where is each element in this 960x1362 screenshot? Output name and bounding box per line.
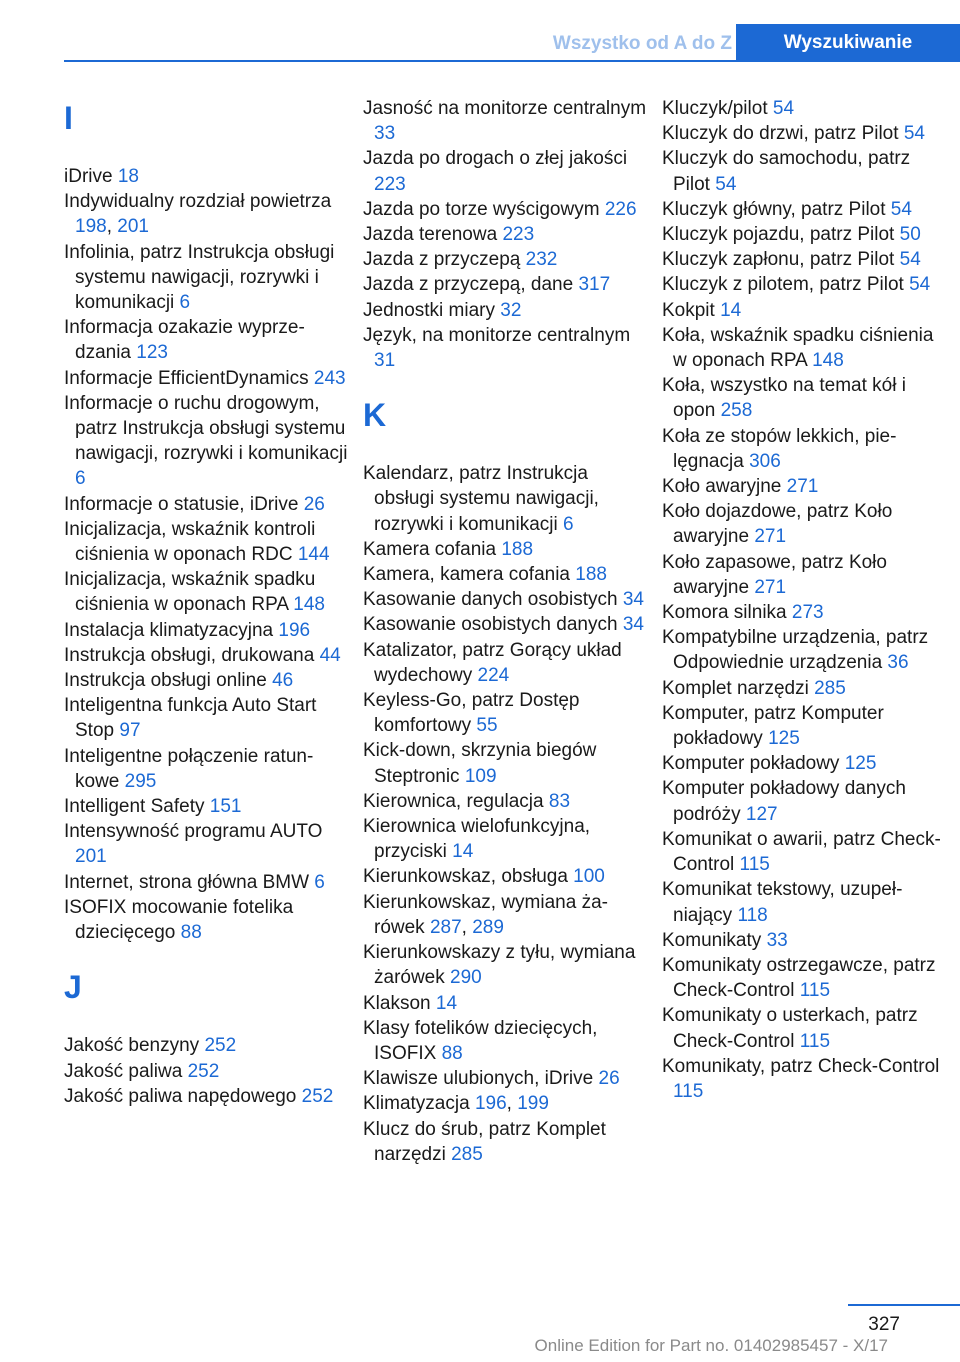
index-column-3 — [662, 96, 948, 1104]
entry-term: Inicjalizacja, wskaźnik spadku ciśnienia w oponach RPA — [64, 569, 316, 616]
page-ref-link[interactable]: 88 — [180, 922, 202, 944]
index-entry — [363, 461, 649, 537]
index-entry — [363, 789, 649, 814]
index-column-1 — [64, 96, 350, 1109]
entry-term: Komunikaty o usterkach, patrz Check-Control — [662, 1005, 918, 1052]
index-entry — [662, 1003, 948, 1053]
index-entry — [64, 492, 350, 517]
index-entry — [363, 298, 649, 323]
index-entry — [662, 676, 948, 701]
page-ref-link[interactable]: 317 — [578, 274, 611, 296]
entry-term: Katalizator, patrz Gorący układ wydechowy — [363, 639, 622, 686]
entry-term: Jednostki miary — [363, 299, 495, 321]
index-entry: Indywidualny rozdział powietrza 198, 201 — [64, 191, 332, 238]
index-letter-heading: J — [64, 969, 82, 1006]
entry-term: Infolinia, patrz Instrukcja obsługi systemu nawigacji, rozrywki i komunikacji — [64, 241, 335, 314]
index-entry — [662, 323, 948, 373]
index-entry — [363, 96, 649, 146]
entry-term: Klakson — [363, 992, 431, 1014]
page-ref-link[interactable]: 26 — [303, 493, 325, 515]
index-entry — [363, 537, 649, 562]
index-entry — [662, 701, 948, 751]
entry-term: Koło awaryjne — [662, 476, 782, 498]
entry-term: Klimatyzacja — [363, 1093, 470, 1115]
index-entry — [662, 272, 948, 297]
entry-term: Instrukcja obsługi online — [64, 670, 267, 692]
page-ref-link[interactable]: 127 — [745, 803, 778, 825]
page-ref-link[interactable]: 125 — [768, 728, 800, 750]
entry-term: Keyless-Go, patrz Dostęp komfortowy — [363, 690, 580, 737]
entry-term: Komora silnika — [662, 602, 787, 624]
entry-term: Komputer, patrz Komputer pokładowy — [662, 702, 884, 750]
page-ref-link[interactable]: 252 — [301, 1085, 334, 1107]
index-entry — [662, 222, 948, 247]
page-ref-link[interactable]: 289 — [472, 916, 504, 938]
index-entry — [662, 776, 948, 826]
page-ref-link[interactable]: 115 — [799, 1030, 831, 1052]
page-ref-link[interactable]: 6 — [75, 468, 86, 490]
page-ref-link[interactable]: 14 — [435, 992, 458, 1014]
page-ref-link[interactable]: 54 — [890, 198, 912, 220]
entry-term: Jakość paliwa — [64, 1060, 183, 1082]
index-column-2 — [363, 96, 649, 1167]
entry-term: Klasy fotelików dziecięcych, ISOFIX — [363, 1017, 598, 1064]
index-entry — [662, 928, 948, 953]
page-ref-link[interactable]: 31 — [374, 350, 396, 372]
entry-term: Kluczyk do samochodu, patrz Pilot — [662, 148, 911, 195]
entry-term: Intelligent Safety — [64, 796, 205, 818]
entry-term: Kierownica wielofunkcyjna, przyciski — [363, 816, 591, 863]
index-entry — [363, 562, 649, 587]
entry-term: Kasowanie danych osobistych — [363, 589, 618, 611]
page-ref-link[interactable]: 125 — [844, 753, 877, 775]
entry-term: Kierownica, regulacja — [363, 790, 544, 812]
index-entry — [64, 819, 350, 869]
entry-term: Komunikaty — [662, 929, 762, 951]
entry-term: Kamera, kamera cofania — [363, 564, 570, 586]
page-ref-link[interactable]: 115 — [673, 1080, 704, 1102]
entry-term: Instalacja klimatyzacyjna — [64, 619, 274, 641]
index-entry — [64, 870, 350, 895]
entry-term: iDrive — [64, 166, 113, 187]
index-entry — [64, 1084, 350, 1109]
index-letter-heading: K — [363, 397, 387, 434]
page-ref-link[interactable]: 199 — [517, 1093, 549, 1115]
page-ref-link[interactable]: 295 — [124, 770, 157, 792]
page-ref-link[interactable]: 252 — [187, 1060, 220, 1082]
index-entry — [64, 1033, 350, 1058]
index-entry — [662, 600, 948, 625]
entry-term: Komunikaty ostrzegawcze, patrz Check-Control — [662, 954, 936, 1002]
entry-term: Kalendarz, patrz Instrukcja obsługi systemu nawigacji, rozrywki i komunikacji — [363, 463, 599, 535]
index-entry — [64, 618, 350, 643]
page-ref-link[interactable]: 54 — [909, 274, 931, 296]
index-entry — [64, 240, 350, 316]
page-ref-link[interactable]: 271 — [786, 476, 819, 498]
page-ref-link[interactable]: 223 — [502, 224, 535, 246]
entry-term: Inicjalizacja, wskaźnik kontroli ciśnienia w oponach RDC — [64, 518, 316, 566]
entry-term: Kluczyk zapłonu, patrz Pilot — [662, 249, 895, 271]
footer-rule — [848, 1304, 960, 1306]
index-entry — [363, 738, 649, 788]
entry-term: Jazda po torze wyścigowym — [363, 198, 600, 220]
index-entry — [662, 499, 948, 549]
page-ref-link[interactable]: 54 — [715, 173, 737, 195]
entry-term: Kick-down, skrzynia biegów Steptronic — [363, 740, 597, 787]
entry-term: Kluczyk pojazdu, patrz Pilot — [662, 224, 895, 246]
index-entry — [363, 612, 649, 637]
index-entry — [363, 688, 649, 738]
index-letter-heading: I — [64, 100, 73, 136]
entry-term: Koło dojazdowe, patrz Koło awaryjne — [662, 501, 893, 548]
page-ref-link[interactable]: 54 — [772, 98, 795, 119]
index-entry — [363, 991, 649, 1016]
page-ref-link[interactable]: 198 — [75, 216, 107, 238]
entry-term: Koła ze stopów lekkich, pielęgnacja — [662, 425, 897, 472]
page-ref-link[interactable]: 223 — [374, 173, 406, 195]
index-entry — [64, 517, 350, 567]
index-entry — [363, 864, 649, 889]
entry-term: Jazda terenowa — [363, 224, 498, 246]
index-entry — [363, 323, 649, 373]
page-ref-link[interactable]: 232 — [525, 249, 558, 271]
page-ref-link[interactable]: 36 — [887, 652, 909, 674]
index-entry — [662, 827, 948, 877]
page-ref-link[interactable]: 54 — [903, 123, 925, 145]
entry-term: Język, na monitorze centralnym — [363, 324, 631, 346]
entry-term: Komunikaty, patrz Check-Control — [662, 1055, 940, 1077]
entry-term: Kluczyk/pilot — [662, 98, 768, 119]
index-entry — [363, 247, 649, 272]
page-ref-link[interactable]: 273 — [791, 602, 824, 624]
page-ref-link[interactable]: 109 — [464, 765, 497, 787]
index-entry — [662, 298, 948, 323]
page-ref-link[interactable]: 151 — [209, 796, 242, 818]
active-tab[interactable]: Wyszukiwanie — [736, 24, 960, 62]
entry-term: Kokpit — [662, 299, 715, 321]
page-ref-link[interactable]: 83 — [548, 790, 571, 812]
entry-term: Kompatybilne urządzenia, patrz Odpowiednie urządzenia — [662, 627, 929, 674]
index-entry — [662, 1054, 948, 1104]
entry-term: Kierunkowskazy z tyłu, wymiana żarówek — [363, 942, 636, 989]
page-ref-link[interactable]: 34 — [622, 614, 644, 636]
index-entry — [662, 197, 948, 222]
entry-term: Jasność na monitorze centralnym — [363, 98, 647, 119]
page-ref-link[interactable]: 188 — [501, 538, 534, 560]
page-ref-link[interactable]: 224 — [477, 664, 510, 686]
entry-term: Klucz do śrub, patrz Komplet narzędzi — [363, 1118, 606, 1165]
page-ref-link[interactable]: 33 — [766, 929, 788, 951]
index-entry — [363, 272, 649, 297]
entry-term: Komunikat tekstowy, uzupełniający — [662, 879, 903, 926]
entry-term: Jazda po drogach o złej jakości — [363, 148, 628, 170]
page-ref-link[interactable]: 34 — [622, 589, 644, 611]
index-entry — [662, 121, 948, 146]
page-ref-link[interactable]: 123 — [136, 342, 168, 364]
index-entry — [662, 424, 948, 474]
page-ref-link[interactable]: 46 — [272, 670, 294, 692]
index-entry — [64, 668, 350, 693]
page-ref-link[interactable]: 252 — [204, 1035, 237, 1057]
index-entry — [64, 643, 350, 668]
index-entry — [662, 953, 948, 1003]
page-ref-link[interactable]: 97 — [119, 720, 141, 742]
page-ref-link[interactable]: 88 — [441, 1042, 463, 1064]
page-ref-link[interactable]: 100 — [573, 866, 605, 888]
page-ref-link[interactable]: 14 — [452, 841, 474, 863]
page-ref-link[interactable]: 271 — [754, 526, 787, 548]
index-entry — [363, 222, 649, 247]
page-ref-link[interactable]: 148 — [812, 350, 844, 372]
entry-term: Kamera cofania — [363, 538, 497, 560]
entry-term: Komputer pokładowy — [662, 753, 840, 775]
page-ref-link[interactable]: 6 — [314, 871, 325, 893]
entry-term: Kasowanie osobistych danych — [363, 614, 618, 636]
entry-term: Kierunkowskaz, obsługa — [363, 866, 568, 888]
entry-term: Komunikat o awarii, patrz Check-Control — [662, 828, 941, 876]
index-entry — [662, 474, 948, 499]
page-ref-link[interactable]: 285 — [451, 1143, 483, 1165]
page-ref-link[interactable]: 226 — [604, 198, 637, 220]
index-entry — [363, 638, 649, 688]
page-ref-link[interactable]: 290 — [450, 967, 482, 989]
entry-term: Jakość paliwa napędowego — [64, 1085, 297, 1107]
entry-term: Komputer pokładowy danych podróży — [662, 778, 906, 825]
index-entry — [662, 146, 948, 196]
page-ref-link[interactable]: 201 — [117, 216, 149, 238]
index-entry — [662, 550, 948, 600]
page-ref-link[interactable]: 54 — [899, 249, 921, 271]
page-ref-link[interactable]: 55 — [476, 715, 498, 737]
index-entry — [64, 164, 350, 189]
index-entry — [64, 366, 350, 391]
index-entry — [363, 146, 649, 196]
page-ref-link[interactable]: 18 — [117, 166, 139, 187]
entry-term: Koła, wskaźnik spadku ciśnienia w oponach RPA — [662, 324, 934, 372]
entry-term: Klawisze ulubionych, iDrive — [363, 1068, 594, 1090]
page-ref-link[interactable]: 285 — [814, 677, 846, 699]
index-entry — [363, 1117, 649, 1167]
index-entry — [363, 940, 649, 990]
entry-term: Komplet narzędzi — [662, 677, 809, 699]
page-ref-link[interactable]: 201 — [75, 846, 107, 868]
entry-term: Jazda z przyczepą — [363, 249, 521, 271]
page-ref-link[interactable]: 258 — [720, 400, 753, 422]
index-entry — [662, 373, 948, 423]
edition-note: Online Edition for Part no. 01402985457 - X/17 — [534, 1336, 888, 1355]
section-spacer — [64, 945, 350, 965]
page-ref-link[interactable]: 196 — [278, 619, 311, 641]
entry-term: Inteligentne połączenie ratunkowe — [64, 745, 314, 792]
section-spacer — [363, 373, 649, 393]
page-ref-link[interactable]: 188 — [575, 564, 607, 586]
page-number: 327 — [868, 1314, 900, 1335]
page-ref-link[interactable]: 144 — [297, 544, 330, 566]
index-entry — [662, 247, 948, 272]
index-entry — [363, 1016, 649, 1066]
entry-term: Inteligentna funkcja Auto Start Stop — [64, 695, 317, 742]
entry-term: Koło zapasowe, patrz Koło awaryjne — [662, 551, 887, 598]
index-entry — [662, 96, 948, 121]
index-entry — [64, 693, 350, 743]
page-ref-link[interactable]: 148 — [293, 594, 325, 616]
entry-term: Informacje EfficientDynamics — [64, 367, 309, 389]
page-ref-link[interactable]: 6 — [562, 513, 574, 535]
index-entry — [363, 197, 649, 222]
page-ref-link[interactable]: 32 — [500, 299, 522, 321]
index-entry — [662, 625, 948, 675]
index-entry — [64, 567, 350, 617]
entry-term: Indywidualny rozdział powietrza — [64, 191, 332, 213]
entry-term: Informacja ozakazie wyprzedzania — [64, 317, 305, 364]
page-ref-link[interactable]: 118 — [737, 904, 768, 926]
page-ref-link[interactable]: 243 — [313, 367, 346, 389]
entry-term: Kluczyk z pilotem, patrz Pilot — [662, 274, 904, 296]
index-entry — [64, 895, 350, 945]
index-entry — [64, 744, 350, 794]
entry-term: Informacje o ruchu drogowym, patrz Instrukcja obsługi systemu nawigacji, rozrywki i komunikacji — [64, 392, 348, 465]
entry-term: Intensywność programu AUTO — [64, 821, 323, 843]
page-ref-link[interactable]: 14 — [720, 299, 742, 321]
entry-term: Koła, wszystko na temat kół i opon — [662, 375, 906, 422]
index-entry: Kierunkowskaz, wymiana żarówek 287, 289 — [363, 891, 608, 938]
page-ref-link[interactable]: 306 — [749, 450, 781, 472]
index-entry — [64, 391, 350, 492]
index-entry — [662, 751, 948, 776]
entry-term: Informacje o statusie, iDrive — [64, 493, 299, 515]
entry-term: Kluczyk do drzwi, patrz Pilot — [662, 123, 899, 145]
index-entry — [64, 1059, 350, 1084]
page-ref-link[interactable]: 271 — [754, 576, 787, 598]
entry-term: Kluczyk główny, patrz Pilot — [662, 198, 886, 220]
entry-term: Kierunkowskaz, wymiana żarówek — [363, 891, 608, 938]
index-entry — [363, 814, 649, 864]
index-entry — [363, 1066, 649, 1091]
index-entry — [64, 315, 350, 365]
section-tab[interactable]: Wszystko od A do Z — [552, 33, 732, 54]
page-ref-link[interactable]: 44 — [319, 644, 341, 666]
entry-term: Jazda z przyczepą, dane — [363, 274, 574, 296]
page-ref-link[interactable]: 196 — [474, 1093, 507, 1115]
page-ref-link[interactable]: 115 — [739, 854, 770, 876]
page-ref-link[interactable]: 287 — [429, 916, 462, 938]
index-entry — [363, 587, 649, 612]
page-ref-link[interactable]: 50 — [899, 224, 921, 246]
page-ref-link[interactable]: 115 — [799, 980, 831, 1002]
entry-term: Jakość benzyny — [64, 1035, 200, 1057]
page-ref-link[interactable]: 33 — [374, 123, 396, 145]
index-entry: Klimatyzacja 196, 199 — [363, 1093, 549, 1115]
index-entry — [662, 877, 948, 927]
entry-term: Instrukcja obsługi, drukowana — [64, 644, 315, 666]
page-ref-link[interactable]: 6 — [179, 292, 191, 314]
page-ref-link[interactable]: 26 — [598, 1068, 620, 1090]
entry-term: Internet, strona główna BMW — [64, 871, 309, 893]
entry-term: ISOFIX mocowanie fotelika dziecięcego — [64, 896, 294, 944]
index-entry — [64, 794, 350, 819]
